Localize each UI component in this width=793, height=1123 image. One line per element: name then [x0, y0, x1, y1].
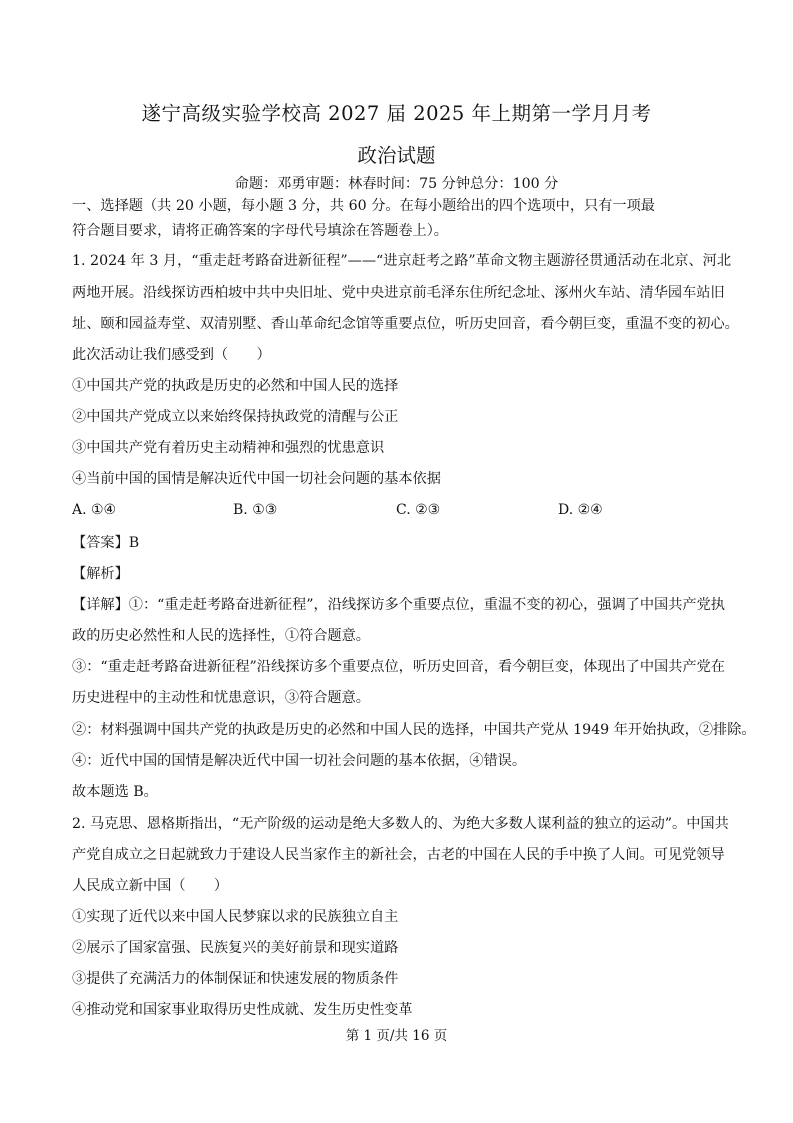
q1-option-a: A. ①④ — [72, 502, 117, 518]
section-heading-line-1: 一、选择题（共 20 小题，每小题 3 分，共 60 分。在每小题给出的四个选项中，只有一项最 — [72, 198, 655, 214]
subject-title: 政治试题 — [357, 144, 436, 167]
q1-detail-line-7: 故本题选 B。 — [72, 784, 158, 800]
q1-statement-1: ①中国共产党的执政是历史的必然和中国人民的选择 — [72, 378, 399, 394]
q1-statement-4: ④当前中国的国情是解决近代中国一切社会问题的基本依据 — [72, 471, 441, 487]
q1-stem-line-1: 1. 2024 年 3 月，“重走赶考路奋进新征程”——“进京赶考之路”革命文物主题游径贯通活动在北京、河北 — [72, 253, 732, 269]
q1-detail-line-3: ③：“重走赶考路奋进新征程”沿线探访多个重要点位，听历史回音，看今朝巨变，体现出了中国共产党在 — [72, 659, 725, 675]
q2-stem-line-1: 2. 马克思、恩格斯指出，“无产阶级的运动是绝大多数人的、为绝大多数人谋利益的独立的运动”。中国共 — [72, 816, 729, 832]
q1-analysis-tag: 【解析】 — [72, 566, 129, 582]
exam-meta: 命题：邓勇审题：林春时间：75 分钟总分：100 分 — [234, 176, 559, 192]
q1-option-b: B. ①③ — [233, 502, 278, 518]
q1-detail-line-5: ②：材料强调中国共产党的执政是历史的必然和中国人民的选择，中国共产党从 1949 年开始执政，②排除。 — [72, 722, 756, 738]
q1-detail-line-1: 【详解】①：“重走赶考路奋进新征程”，沿线探访多个重要点位，重温不变的初心，强调了中国共产党执 — [72, 597, 725, 613]
q2-statement-4: ④推动党和国家事业取得历史性成就、发生历史性变革 — [72, 1002, 413, 1018]
q2-statement-2: ②展示了国家富强、民族复兴的美好前景和现实道路 — [72, 940, 399, 956]
q1-option-d: D. ②④ — [558, 502, 603, 518]
q1-stem-line-4: 此次活动让我们感受到（ ） — [72, 347, 271, 363]
q1-statement-2: ②中国共产党成立以来始终保持执政党的清醒与公正 — [72, 409, 399, 425]
q1-detail-line-2: 政的历史必然性和人民的选择性，①符合题意。 — [72, 628, 370, 644]
q1-option-c: C. ②③ — [396, 502, 441, 518]
q2-statement-3: ③提供了充满活力的体制保证和快速发展的物质条件 — [72, 971, 399, 987]
page-number: 第 1 页/共 16 页 — [345, 1028, 448, 1044]
q1-stem-line-2: 两地开展。沿线探访西柏坡中共中央旧址、党中央进京前毛泽东住所纪念址、涿州火车站、清华园车站旧 — [72, 285, 725, 301]
q2-stem-line-3: 人民成立新中国（ ） — [72, 878, 229, 894]
section-heading-line-2: 符合题目要求，请将正确答案的字母代号填涂在答题卷上）。 — [72, 223, 448, 239]
q1-stem-line-3: 址、颐和园益寿堂、双清别墅、香山革命纪念馆等重要点位，听历史回音，看今朝巨变，重温不变的初心。 — [72, 316, 739, 332]
q2-stem-line-2: 产党自成立之日起就致力于建设人民当家作主的新社会，古老的中国在人民的手中换了人间。可见党领导 — [72, 847, 725, 863]
exam-title: 遂宁高级实验学校高 2027 届 2025 年上期第一学月月考 — [141, 102, 652, 125]
q2-statement-1: ①实现了近代以来中国人民梦寐以求的民族独立自主 — [72, 909, 399, 925]
q1-detail-line-4: 历史进程中的主动性和忧患意识，③符合题意。 — [72, 690, 370, 706]
q1-detail-line-6: ④：近代中国的国情是解决近代中国一切社会问题的基本依据，④错误。 — [72, 753, 527, 769]
q1-statement-3: ③中国共产党有着历史主动精神和强烈的忧患意识 — [72, 440, 385, 456]
q1-answer: 【答案】B — [72, 535, 140, 551]
